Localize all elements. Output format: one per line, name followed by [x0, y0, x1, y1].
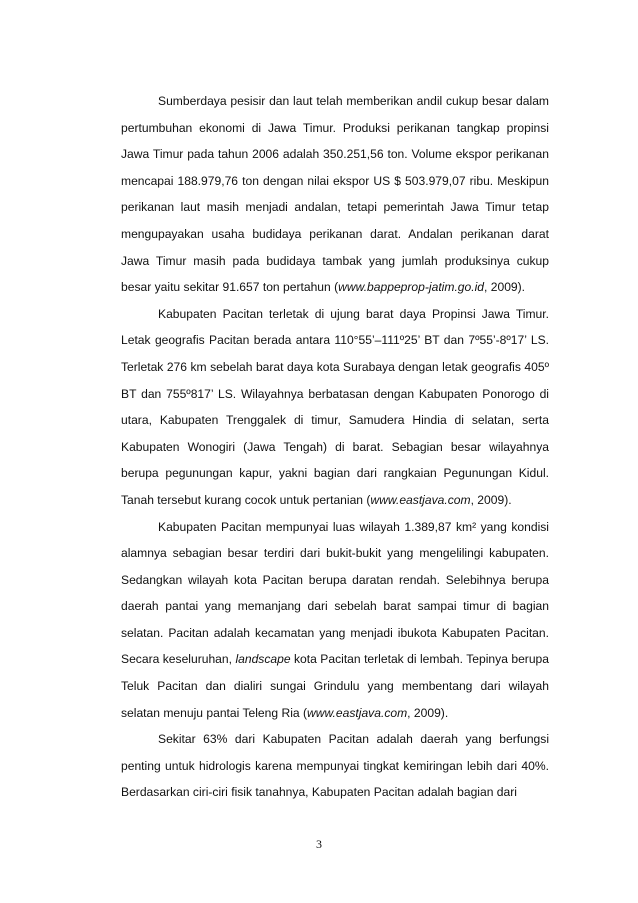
paragraph-2 [121, 301, 549, 514]
paragraph-2-citation-year: , 2009). [470, 492, 512, 507]
paragraph-1-citation-year: , 2009). [484, 280, 526, 295]
paragraph-1-source-link: www.bappeprop-jatim.go.id [338, 280, 485, 295]
paragraph-1 [121, 88, 549, 301]
paragraph-3-source-link: www.eastjava.com [307, 705, 408, 720]
paragraph-3-italic-term: landscape [235, 652, 291, 667]
page-number: 3 [316, 837, 322, 851]
paragraph-3-text: Kabupaten Pacitan mempunyai luas wilayah 1.389,87 km² yang kondisi alamnya sebagian besar terdiri dari bukit-bukit yang mengelilingi kabupaten. Sedangkan wilayah kota Pacitan berupa daratan rendah. Selebihnya berupa daerah pantai yang memanjang dari sebelah barat sampai timur di bagian selatan. Pacitan adalah kecamatan yang menjadi ibukota Kabupaten Pacitan. Secara keseluruhan, [121, 519, 549, 667]
paragraph-2-text: Kabupaten Pacitan terletak di ujung barat daya Propinsi Jawa Timur. Letak geografis Pacitan berada antara 110°55’–111º25’ BT dan 7º55’-8º17’ LS. Terletak 276 km sebelah barat daya kota Surabaya dengan letak geografis 405º BT dan 755º817’ LS. Wilayahnya berbatasan dengan Kabupaten Ponorogo di utara, Kabupaten Trenggalek di timur, Samudera Hindia di selatan, serta Kabupaten Wonogiri (Jawa Tengah) di barat. Sebagian besar wilayahnya berupa pegunungan kapur, yakni bagian dari rangkaian Pegunungan Kidul. Tanah tersebut kurang cocok untuk pertanian ( [121, 306, 549, 507]
paragraph-3-citation-year: , 2009). [407, 705, 449, 720]
paragraph-2-source-link: www.eastjava.com [370, 492, 471, 507]
paragraph-3 [121, 514, 549, 727]
paragraph-4 [121, 726, 549, 806]
body-text [121, 88, 549, 806]
paragraph-1-text: Sumberdaya pesisir dan laut telah memberikan andil cukup besar dalam pertumbuhan ekonomi di Jawa Timur. Produksi perikanan tangkap propinsi Jawa Timur pada tahun 2006 adalah 350.251,56 ton. Volume ekspor perikanan mencapai 188.979,76 ton dengan nilai ekspor US $ 503.979,07 ribu. Meskipun perikanan laut masih menjadi andalan, tetapi pemerintah Jawa Timur tetap mengupayakan usaha budidaya perikanan darat. Andalan perikanan darat Jawa Timur masih pada budidaya tambak yang jumlah produksinya cukup besar yaitu sekitar 91.657 ton pertahun ( [121, 94, 549, 295]
paragraph-4-text: Sekitar 63% dari Kabupaten Pacitan adalah daerah yang berfungsi penting untuk hidrologis karena mempunyai tingkat kemiringan lebih dari 40%. Berdasarkan ciri-ciri fisik tanahnya, Kabupaten Pacitan adalah bagian dari [121, 732, 549, 800]
paragraph-3-text-continued: kota Pacitan terletak di lembah. Tepinya berupa Teluk Pacitan dan dialiri sungai Grindulu yang membentang dari wilayah selatan menuju pantai Teleng Ria ( [121, 652, 550, 720]
